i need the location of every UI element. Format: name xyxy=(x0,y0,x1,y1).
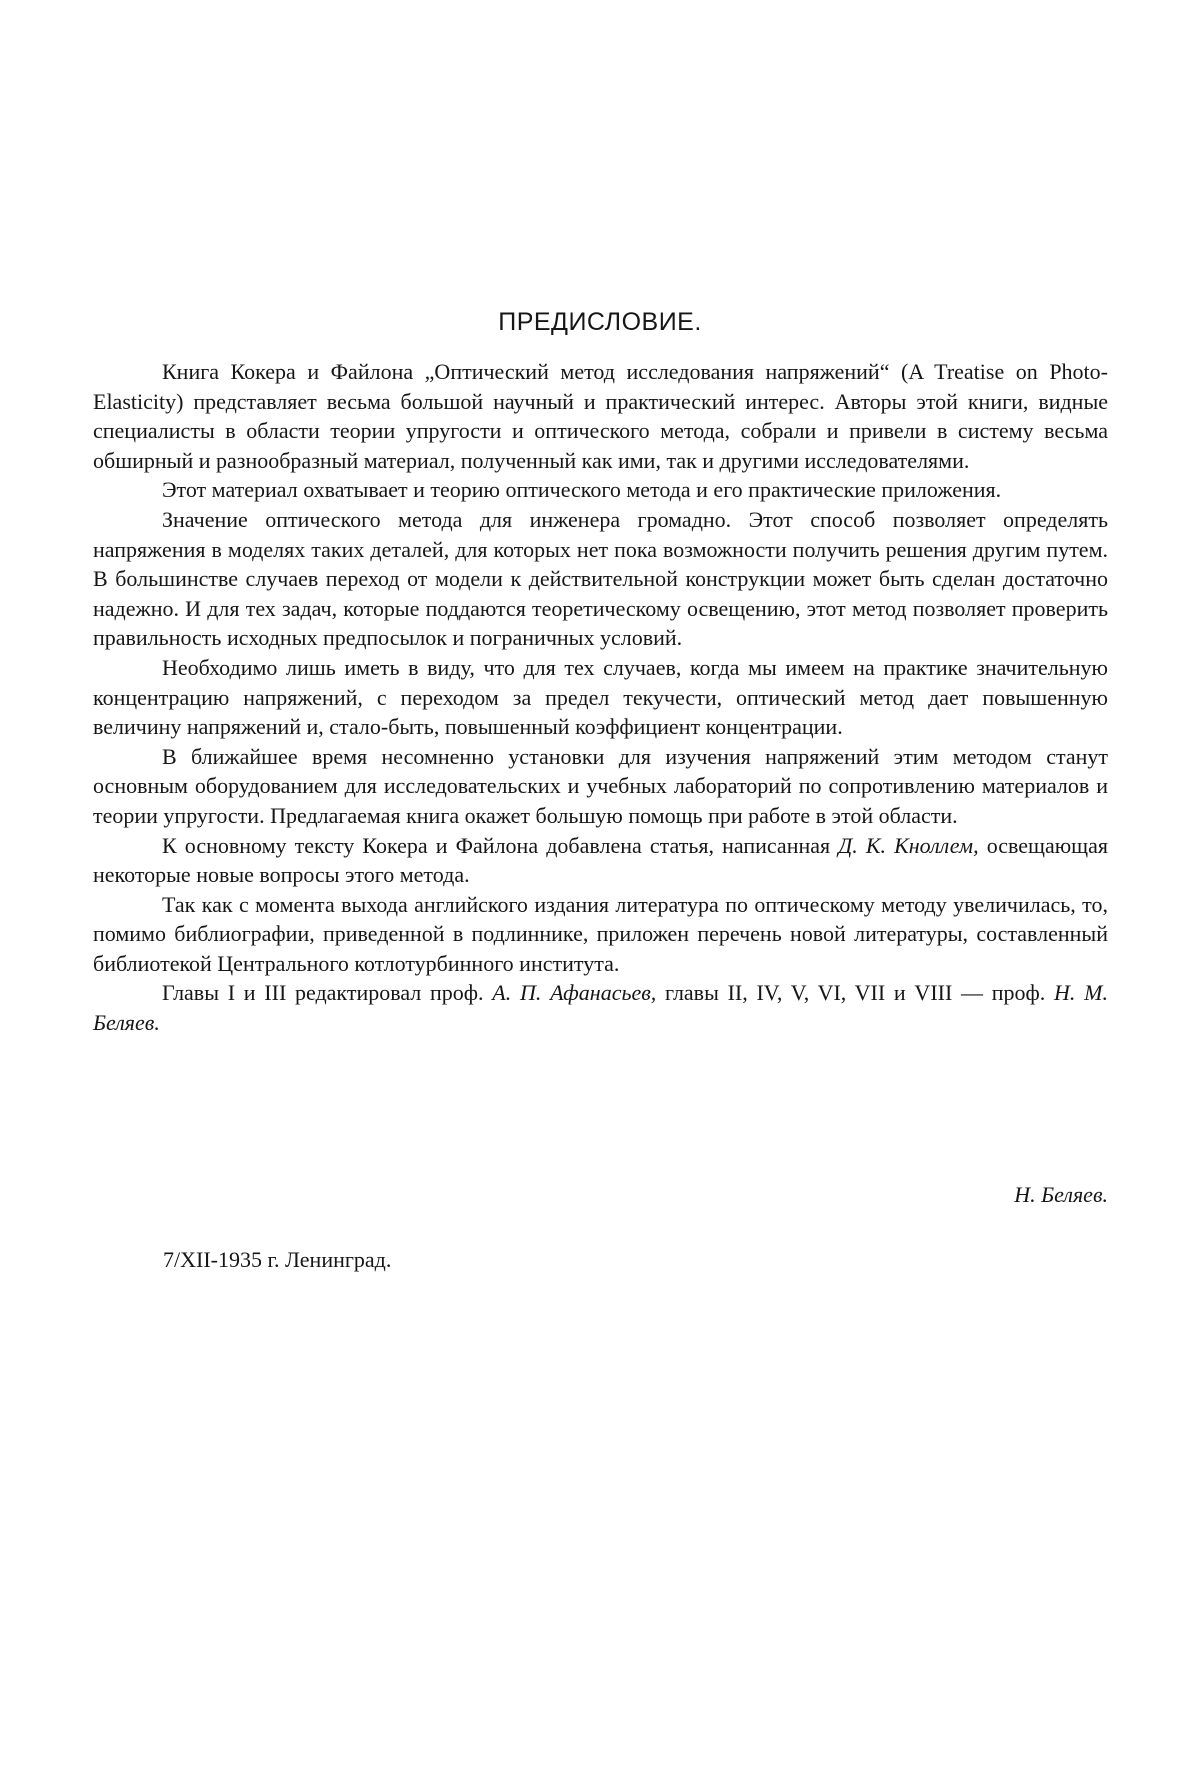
preface-body xyxy=(93,357,1108,1038)
paragraph-6 xyxy=(93,831,1108,890)
paragraph-8 xyxy=(93,978,1108,1037)
paragraph-4: Необходимо лишь иметь в виду, что для тех случаев, когда мы имеем на практике значительную концентрацию напряжений, с переходом за предел текучести, оптический метод дает повышенную величину напряжений и, стало-быть, повышенный коэффициент концентрации. xyxy=(93,654,1108,740)
editor-name-2: Н. М. Беляев. xyxy=(93,980,1108,1036)
dateline: 7/XII-1935 г. Ленинград. xyxy=(163,1247,392,1272)
paragraph-2: Этот материал охватывает и теорию оптического метода и его практические приложения. xyxy=(162,477,1002,503)
page-title: ПРЕДИСЛОВИЕ. xyxy=(498,308,702,336)
paragraph-6-start: К основному тексту Кокера и Файлона добавлена статья, написанная xyxy=(162,832,839,858)
paragraph-8-mid: главы II, IV, V, VI, VII и VIII — проф. xyxy=(656,980,1055,1006)
editor-name-1: А. П. Афанасьев, xyxy=(492,980,657,1006)
paragraph-3: Значение оптического метода для инженера громадно. Этот способ позволяет определять напряжения в моделях таких деталей, для которых нет пока возможности получить решения другим путем. В большинстве случаев переход от модели к действительной конструкции может быть сделан достаточно надежно. И для тех задач, которые поддаются теоретическому освещению, этот метод позволяет проверить правильность исходных предпосылок и пограничных условий. xyxy=(93,506,1108,651)
paragraph-5: В ближайшее время несомненно установки для изучения напряжений этим методом станут основным оборудованием для исследовательских и учебных лабораторий по сопротивлению материалов и теории упругости. Предлагаемая книга окажет большую помощь при работе в этой области. xyxy=(93,743,1108,828)
paragraph-1: Книга Кокера и Файлона „Оптический метод исследования напряжений“ (A Treatise on Photo-Elasticity) представляет весьма большой научный и практический интерес. Авторы этой книги, видные специалисты в области теории упругости и оптического метода, собрали и привели в систему весьма обширный и разнообразный материал, полученный как ими, так и другими исследователями. xyxy=(93,359,1108,473)
paragraph-6-end: освещающая некоторые новые вопросы этого метода. xyxy=(93,832,1108,888)
paragraph-8-start: Главы I и III редактировал проф. xyxy=(162,980,493,1006)
author-name: Д. К. Кноллем, xyxy=(838,832,979,858)
paragraph-7: Так как с момента выхода английского издания литература по оптическому методу увеличилась, то, помимо библиографии, приведенной в подлиннике, приложен перечень новой литературы, составленный библиотекой Центрального котлотурбинного института. xyxy=(93,891,1108,976)
signature: Н. Беляев. xyxy=(1014,1182,1108,1207)
